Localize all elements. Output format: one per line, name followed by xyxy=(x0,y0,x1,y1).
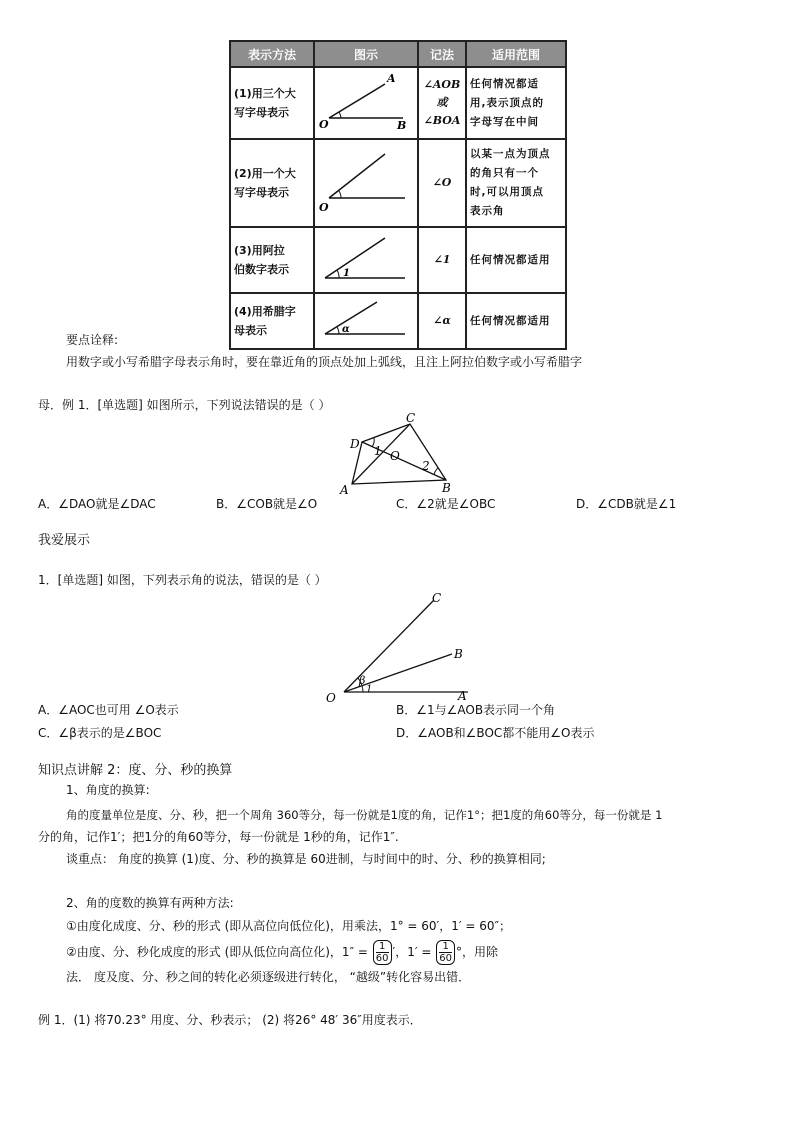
figure-cell xyxy=(314,227,418,293)
fraction-numerator: 1 xyxy=(376,941,389,953)
angle-figure-greek xyxy=(315,294,417,342)
rays-figure xyxy=(322,588,482,706)
method-1: ①由度化成度、分、秒的形式 (即从高位向低位化)，用乘法，1° = 60′，1′ = 60″； xyxy=(66,919,512,933)
label-a: A xyxy=(458,689,467,703)
method-3: 法． 度及度、分、秒之间的转化必须逐级进行转化， “越级”转化容易出错． xyxy=(66,970,471,984)
table-row xyxy=(230,139,566,227)
question-1-option-a[interactable]: A．∠AOC也可用 ∠O表示 xyxy=(38,703,179,717)
label-1: 1 xyxy=(374,444,382,458)
label-c: C xyxy=(406,411,416,425)
method-cell: (2)用一个大 写字母表示 xyxy=(230,139,314,227)
label-a: A xyxy=(387,72,396,85)
method-2-part-b: ′，1′ = xyxy=(392,945,432,959)
fraction-1-over-60 xyxy=(436,940,455,965)
example-2-stem: 例 1．(1) 将70.23° 用度、分、秒表示； (2) 将26° 48′ 36″用度表示． xyxy=(38,1013,422,1027)
header-method: 表示方法 xyxy=(230,41,314,67)
example-1-option-c[interactable]: C．∠2就是∠OBC xyxy=(396,497,496,511)
note-title: 要点诠释: xyxy=(66,333,119,347)
table-row xyxy=(230,67,566,139)
fraction-denominator: 60 xyxy=(439,953,453,964)
label-beta: β xyxy=(359,674,366,687)
label-o: O xyxy=(319,118,329,131)
header-figure: 图示 xyxy=(314,41,418,67)
paragraph-1-line-2: 分的角，记作1′；把1分的角60等分，每一份就是 1秒的角，记作1″. xyxy=(38,830,399,844)
label-o: O xyxy=(326,691,336,705)
scope-cell: 以某一点为顶点 的角只有一个 时,可以用顶点 表示角 xyxy=(466,139,566,227)
fraction-1-over-60 xyxy=(373,940,392,965)
notation-cell: ∠α xyxy=(418,293,466,349)
method-cell: (4)用希腊字 母表示 xyxy=(230,293,314,349)
question-1-option-d[interactable]: D．∠AOB和∠BOC都不能用∠O表示 xyxy=(396,726,595,740)
fraction-numerator: 1 xyxy=(439,941,452,953)
method-2 xyxy=(66,938,498,966)
fraction-denominator: 60 xyxy=(375,953,389,964)
label-1: 1 xyxy=(366,684,373,695)
notation-cell: ∠O xyxy=(418,139,466,227)
label-1: 1 xyxy=(343,268,350,279)
label-a: A xyxy=(340,483,349,496)
label-b: B xyxy=(454,647,463,661)
angle-figure-three-letters xyxy=(315,68,417,132)
method-cell: (1)用三个大 写字母表示 xyxy=(230,67,314,139)
subsection-1-title: 1、角度的换算: xyxy=(66,783,150,797)
paragraph-1-line-1: 角的度量单位是度、分、秒，把一个周角 360等分，每一份就是1度的角，记作1°；把1度的角60等分，每一份就是 1 xyxy=(66,808,663,822)
show-title: 我爱展示 xyxy=(38,533,91,548)
example-1-stem: 母．例 1．[单选题] 如图所示，下列说法错误的是（ ） xyxy=(38,398,331,412)
label-o: O xyxy=(390,449,400,463)
notation-cell: ∠1 xyxy=(418,227,466,293)
notation-cell: ∠AOB 或 ∠BOA xyxy=(418,67,466,139)
example-1-option-d[interactable]: D．∠CDB就是∠1 xyxy=(576,497,677,511)
table-row xyxy=(230,293,566,349)
angle-figure-number xyxy=(315,228,417,286)
figure-cell xyxy=(314,293,418,349)
example-1-option-a[interactable]: A．∠DAO就是∠DAC xyxy=(38,497,156,511)
question-1-option-c[interactable]: C．∠β表示的是∠BOC xyxy=(38,726,162,740)
header-notation: 记法 xyxy=(418,41,466,67)
key-point: 谈重点： 角度的换算 (1)度、分、秒的换算是 60进制，与时间中的时、分、秒的换算相同; xyxy=(66,852,546,866)
example-1-option-b[interactable]: B．∠COB就是∠O xyxy=(216,497,318,511)
label-o: O xyxy=(319,201,329,214)
label-2: 2 xyxy=(422,459,430,473)
angle-figure-one-letter xyxy=(315,140,417,220)
header-scope: 适用范围 xyxy=(466,41,566,67)
label-c: C xyxy=(432,591,442,605)
scope-cell: 任何情况都适用 xyxy=(466,293,566,349)
question-1-option-b[interactable]: B．∠1与∠AOB表示同一个角 xyxy=(396,703,556,717)
figure-cell xyxy=(314,67,418,139)
label-alpha: α xyxy=(342,324,350,335)
label-b: B xyxy=(442,481,451,495)
table-row xyxy=(230,227,566,293)
scope-cell: 任何情况都适用 xyxy=(466,227,566,293)
method-2-part-c: °，用除 xyxy=(456,945,499,959)
quadrilateral-figure xyxy=(338,410,466,496)
table-header-row xyxy=(230,41,566,67)
figure-cell xyxy=(314,139,418,227)
method-2-part-a: ②由度、分、秒化成度的形式 (即从低位向高位化)，1″ = xyxy=(66,945,368,959)
angle-notation-table xyxy=(229,40,567,350)
question-1-stem: 1．[单选题] 如图，下列表示角的说法，错误的是（ ） xyxy=(38,573,327,587)
label-d: D xyxy=(350,437,360,451)
section-2-title: 知识点讲解 2：度、分、秒的换算 xyxy=(38,763,233,778)
subsection-2-title: 2、角的度数的换算有两种方法: xyxy=(66,896,234,910)
label-b: B xyxy=(397,119,407,132)
note-line-1: 用数字或小写希腊字母表示角时，要在靠近角的顶点处加上弧线，且注上阿拉伯数字或小写希腊字 xyxy=(66,355,583,369)
method-cell: (3)用阿拉 伯数字表示 xyxy=(230,227,314,293)
scope-cell: 任何情况都适 用,表示顶点的 字母写在中间 xyxy=(466,67,566,139)
